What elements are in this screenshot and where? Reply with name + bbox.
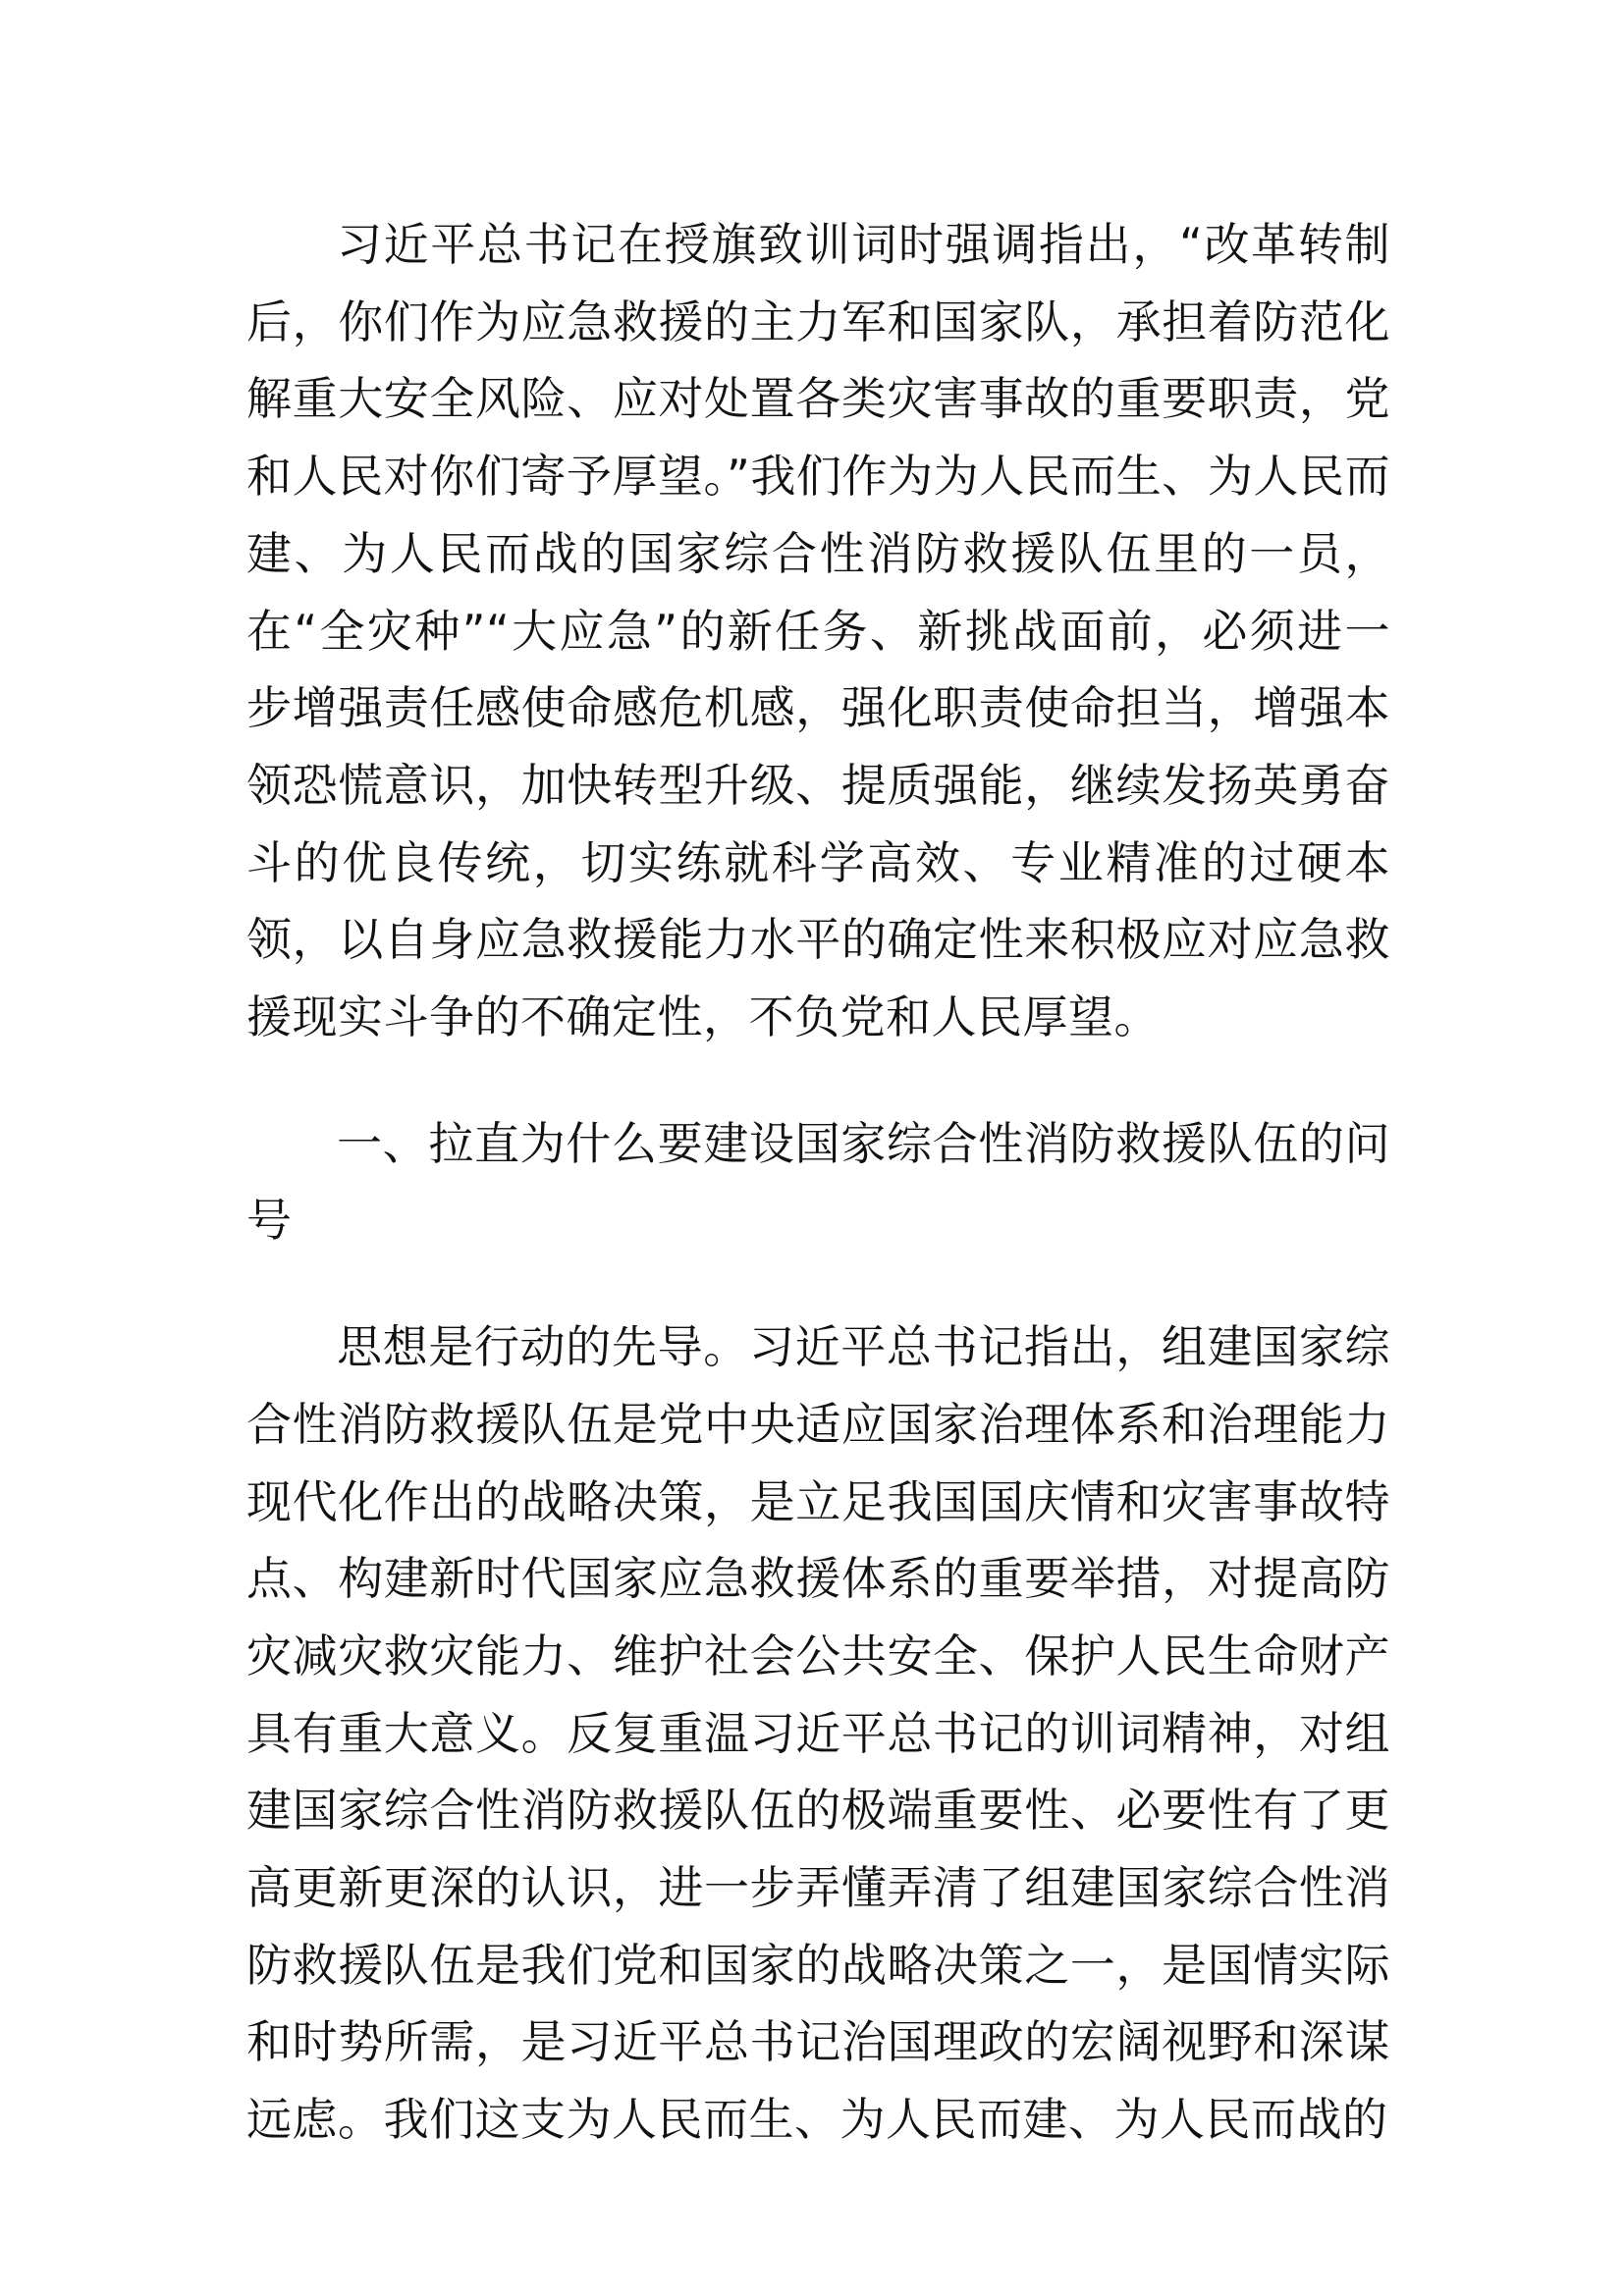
paragraph-intro: 习近平总书记在授旗致训词时强调指出，“改革转制后，你们作为应急救援的主力军和国家队，承担着防范化解重大安全风险、应对处置各类灾害事故的重要职责，党和人民对你们寄予厚望。”我们作为为人民而生、为人民而建、为人民而战的国家综合性消防救援队伍里的一员，在“全灾种”“大应急”的新任务、新挑战面前，必须进一步增强责任感使命感危机感，强化职责使命担当，增强本领恐慌意识，加快转型升级、提质强能，继续发扬英勇奋斗的优良传统，切实练就科学高效、专业精准的过硬本领，以自身应急救援能力水平的确定性来积极应对应急救援现实斗争的不确定性，不负党和人民厚望。: [246, 218, 1390, 1044]
paragraph-gap: [246, 1259, 1390, 1308]
paragraph-section-1: 思想是行动的先导。习近平总书记指出，组建国家综合性消防救援队伍是党中央适应国家治理体系和治理能力现代化作出的战略决策，是立足我国国庆情和灾害事故特点、构建新时代国家应急救援体系的重要举措，对提高防灾减灾救灾能力、维护社会公共安全、保护人民生命财产具有重大意义。反复重温习近平总书记的训词精神，对组建国家综合性消防救援队伍的极端重要性、必要性有了更高更新更深的认识，进一步弄懂弄清了组建国家综合性消防救援队伍是我们党和国家的战略决策之一，是国情实际和时势所需，是习近平总书记治国理政的宏阔视野和深谋远虑。我们这支为人民而生、为人民而建、为人民而战的: [246, 1320, 1390, 2147]
section-heading-1: 一、拉直为什么要建设国家综合性消防救援队伍的问号: [246, 1116, 1390, 1248]
paragraph-gap: [246, 1056, 1390, 1105]
document-body: [246, 206, 1390, 2159]
